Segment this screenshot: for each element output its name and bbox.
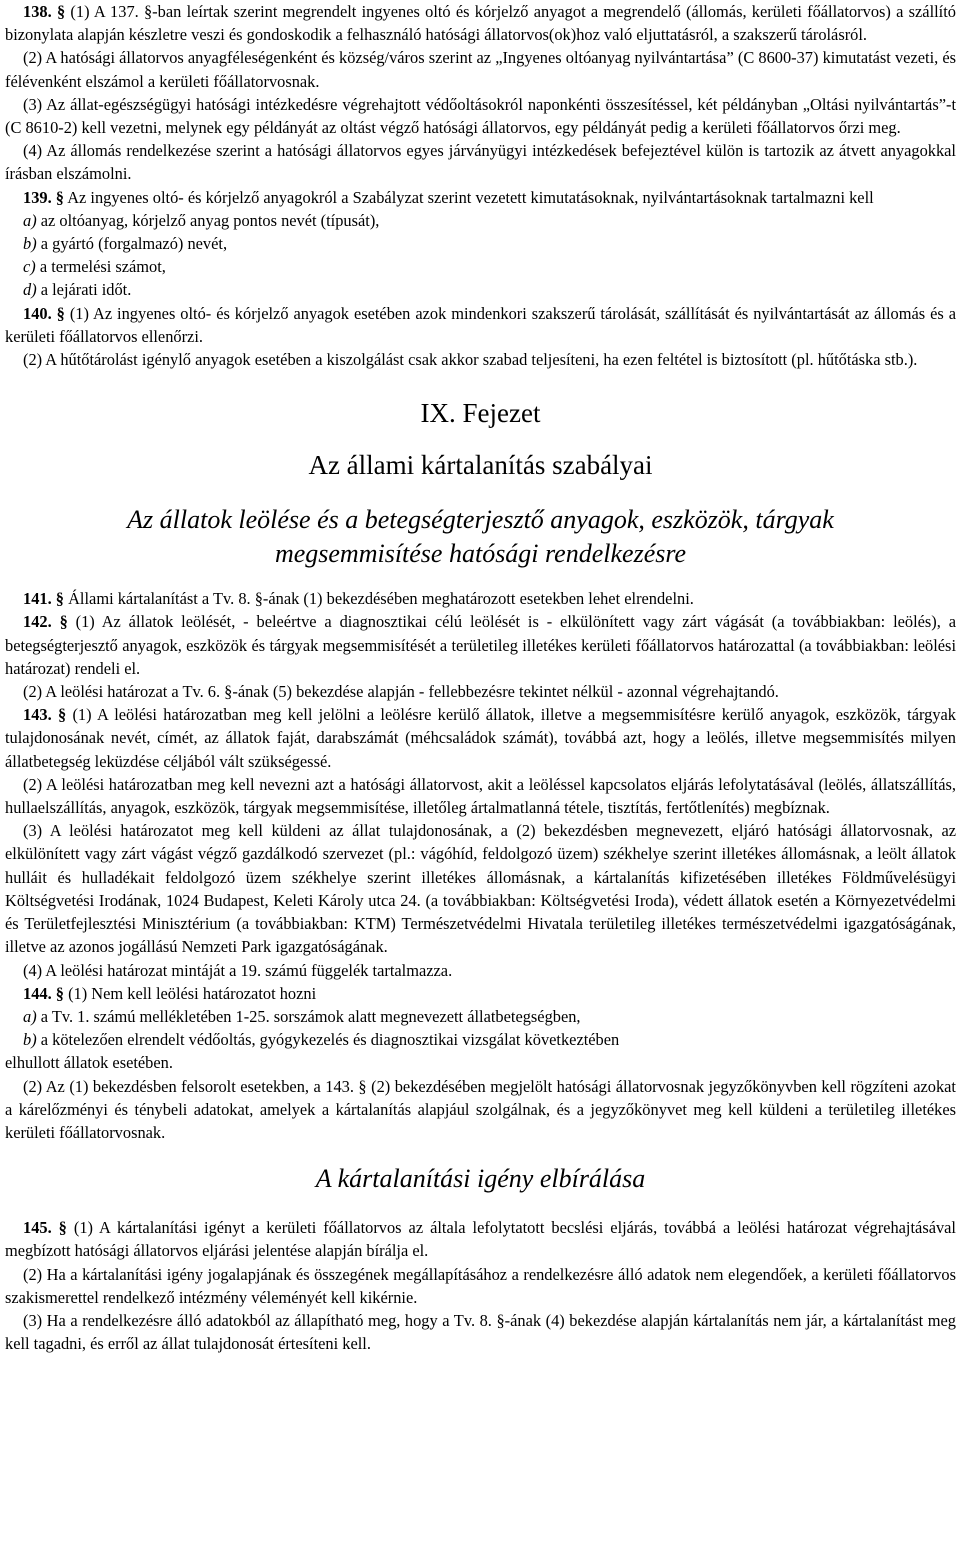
section-145 (5, 1216, 956, 1355)
section-sign: § (56, 2, 66, 21)
paragraph-text: (1) Nem kell leölési határozatot hozni (64, 983, 317, 1003)
list-text: a gyártó (forgalmazó) nevét, (36, 234, 228, 254)
section-141-144 (5, 587, 956, 1005)
paragraph-p139 (5, 186, 956, 209)
paragraph-p140b (5, 348, 956, 371)
list-item (5, 209, 956, 232)
list-item (5, 1005, 956, 1028)
list-item (5, 1028, 956, 1051)
section-sign: § (59, 612, 68, 632)
paragraph-p142b (5, 680, 956, 703)
paragraph-text: (2) Ha a kártalanítási igény jogalapjának és összegének megállapításához a rendelkezésre álló adatok nem elegendőek, a kerületi főállatorvos szakismerettel rendelkező intézmény véleményét kell kikérnie. (5, 1264, 956, 1307)
paragraph-text: Állami kártalanítást a Tv. 8. §-ának (1) bekezdésében meghatározott esetekben lehet elrendelni. (64, 589, 694, 609)
paragraph-text: Az ingyenes oltó- és kórjelző anyagokról a Szabályzat szerint vezetett kimutatásoknak, nyilvántartásoknak tartalmazni kell (64, 187, 874, 207)
section-138-139 (5, 0, 956, 209)
section-number: 141. (23, 589, 52, 609)
paragraph-p138a (5, 0, 956, 46)
section-number: 143. (23, 705, 52, 725)
paragraph-p145b (5, 1263, 956, 1309)
paragraph-text: (2) A hűtőtárolást igénylő anyagok esetében a kiszolgálást csak akkor szabad teljesíteni, ha ezen feltétel is biztosított (pl. hűtőtáska stb.). (23, 350, 918, 370)
list-letter: c) (23, 257, 36, 277)
paragraph-p143a (5, 703, 956, 773)
list-text: a termelési számot, (35, 257, 166, 277)
list-text: a Tv. 1. számú mellékletében 1-25. sorszámok alatt megnevezett állatbetegségben, (36, 1006, 581, 1026)
paragraph-144-tail: elhullott állatok esetében. (5, 1053, 173, 1073)
list-letter: a) (23, 210, 37, 230)
section-number: 138. (23, 2, 52, 21)
section-sign: § (56, 303, 65, 323)
list-item (5, 278, 956, 301)
list-item (5, 255, 956, 278)
section-number: 144. (23, 983, 52, 1003)
list-item (5, 232, 956, 255)
list-text: a lejárati időt. (36, 280, 132, 300)
list-letter: b) (23, 1030, 37, 1050)
paragraph-p138b (5, 46, 956, 92)
section-sign: § (55, 589, 64, 609)
paragraph-p144b (5, 1075, 956, 1145)
section-number: 145. (23, 1218, 52, 1238)
paragraph-text: (4) Az állomás rendelkezése szerint a hatósági állatorvos egyes járványügyi intézkedések befejeztével külön is tartozik az átvett anyagokkal írásban elszámolni. (5, 141, 956, 184)
paragraph-text: (2) A hatósági állatorvos anyagféleségenként és község/város szerint az „Ingyenes oltóanyag nyilvántartása” (C 8600-37) kimutatást vezeti, és félévenként elszámol a kerületi főállatorvosnak. (5, 48, 956, 91)
paragraph-p145a (5, 1216, 956, 1262)
chapter-title: Az állami kártalanítás szabályai (308, 450, 653, 481)
paragraph-p141 (5, 587, 956, 610)
paragraph-text: (4) A leölési határozat mintáját a 19. számú függelék tartalmazza. (23, 960, 453, 980)
list-139 (5, 209, 956, 302)
paragraph-p145c (5, 1309, 956, 1355)
paragraph-p142a (5, 610, 956, 680)
section-sign: § (58, 1218, 67, 1238)
paragraph-p143c (5, 819, 956, 958)
section-sign: § (57, 705, 67, 725)
paragraph-text: (1) Az ingyenes oltó- és kórjelző anyagok esetében azok mindenkori szakszerű tárolását, szállítását és nyilvántartását az állomás és a kerületi főállatorvos ellenőrzi. (5, 303, 956, 346)
list-letter: b) (23, 234, 37, 254)
list-text: az oltóanyag, kórjelző anyag pontos nevét (típusát), (36, 210, 380, 230)
paragraph-text: (1) Az állatok leölését, - beleértve a diagnosztikai célú leölését is - elkülönített vagy zárt vágását (a továbbiakban: leölés), a betegségterjesztő anyagok, eszközök és tárgyak megsemmisítését a területileg illetékes kerületi főállatorvos határozattal (a továbbiakban: leölési határozat) rendeli el. (5, 612, 956, 678)
section-number: 142. (23, 612, 52, 632)
list-144 (5, 1005, 956, 1051)
paragraph-text: (2) Az (1) bekezdésben felsorolt esetekben, a 143. § (2) bekezdésében megjelölt hatósági állatorvosnak jegyzőkönyvben kell rögzíteni azokat a kárelőzményi és ténybeli adatokat, amelyek a kártalanítás alapjául szolgálnak, és a jegyzőkönyvet meg kell küldeni a területileg illetékes kerületi főállatorvosnak. (5, 1076, 956, 1142)
section-sign: § (55, 983, 64, 1003)
section-140 (5, 302, 956, 372)
chapter-subtitle: Az állatok leölése és a betegségterjesztő anyagok, eszközök, tárgyak megsemmisítése hatósági rendelkezésre (127, 505, 834, 569)
paragraph-p144a (5, 982, 956, 1005)
section-sign: § (55, 187, 64, 207)
paragraph-text: (1) A leölési határozatban meg kell jelölni a leölésre kerülő állatok, illetve a megsemmisítésre kerülő anyagok, eszközök, tárgyak tulajdonosának nevét, címét, az állatok faját, darabszámát (méhcsaládok számát), továbbá azt, hogy a leölés, illetve megsemmisítés milyen állatbetegség leküzdése céljából vált szükségessé. (5, 705, 956, 771)
paragraph-p138c (5, 93, 956, 139)
section-number: 140. (23, 303, 52, 323)
paragraph-p140a (5, 302, 956, 348)
paragraph-text: (2) A leölési határozatban meg kell nevezni azt a hatósági állatorvost, akit a leöléssel kapcsolatos eljárás lefolytatásával (leölés, állatszállítás, hullaelszállítás, anyagok, eszközök, tárgyak megsemmisítése, illetőleg ártalmatlanná tétele, tisztítás, fertőtlenítés) megbíznak. (5, 774, 956, 818)
section-144-2 (5, 1075, 956, 1145)
section-number: 139. (23, 187, 52, 207)
list-letter: d) (23, 280, 37, 300)
list-text: a kötelezően elrendelt védőoltás, gyógykezelés és diagnosztikai vizsgálat következtében (36, 1030, 620, 1050)
paragraph-text: (1) A 137. §-ban leírtak szerint megrendelt ingyenes oltó és kórjelző anyagot a megrendelő (állomás, kerületi főállatorvos) a szállító bizonylata alapján készletre veszi és gondoskodik a felhasználó hatósági állatorvos(ok)hoz való eljuttatásról, a szakszerű tárolásról. (5, 2, 956, 45)
chapter-number: IX. Fejezet (420, 398, 541, 429)
paragraph-p143d (5, 959, 956, 982)
paragraph-text: (3) Az állat-egészségügyi hatósági intézkedésre végrehajtott védőoltásokról naponkénti összesítéssel, két példányban „Oltási nyilvántartás”-t (C 8610-2) kell vezetni, melynek egy példányát az oltást végző hatósági állatorvos, egy példányát pedig a kerületi főállatorvos őrzi meg. (5, 94, 956, 138)
list-letter: a) (23, 1006, 37, 1026)
paragraph-text: (2) A leölési határozat a Tv. 6. §-ának (5) bekezdése alapján - fellebbezésre tekintet nélkül - azonnal végrehajtandó. (23, 682, 779, 702)
paragraph-text: (3) A leölési határozatot meg kell küldeni az állat tulajdonosának, a (2) bekezdésben megnevezett, eljáró hatósági állatorvosnak, az elkülönített vagy zárt vágást végző gazdálkodó szervezet (pl.: vágóhíd, feldolgozó üzem) székhelye szerint illetékes állomásnak, a leölt állatok hulláit és hulladékait feldolgozó üzem székhelye szerint illetékes állomásnak, a kártalanítás kifizetésében illetékes Földművelésügyi Költségvetési Irodának, 1024 Budapest, Keleti Károly utca 24. (a továbbiakban: Költségvetési Iroda), védett állatok esetén a Környezetvédelmi és Területfejlesztési Minisztérium (a továbbiakban: KTM) Természetvédelmi Hivatala területileg illetékes természetvédelmi igazgatóságának, illetve az azonos jogállású Nemzeti Park igazgatóságának. (5, 821, 956, 957)
paragraph-p138d (5, 139, 956, 185)
paragraph-text: (1) A kártalanítási igényt a kerületi főállatorvos az általa lefolytatott becslési eljárás, továbbá a leölési határozat végrehajtásával megbízott hatósági állatorvos eljárási jelentése alapján bírálja el. (5, 1218, 956, 1261)
section-title-claims: A kártalanítási igény elbírálása (315, 1164, 646, 1194)
paragraph-p143b (5, 773, 956, 819)
paragraph-text: (3) Ha a rendelkezésre álló adatokból az állapítható meg, hogy a Tv. 8. §-ának (4) bekezdése alapján kártalanítás nem jár, a kártalanítást meg kell tagadni, és erről az állat tulajdonosát értesíteni kell. (5, 1310, 956, 1354)
